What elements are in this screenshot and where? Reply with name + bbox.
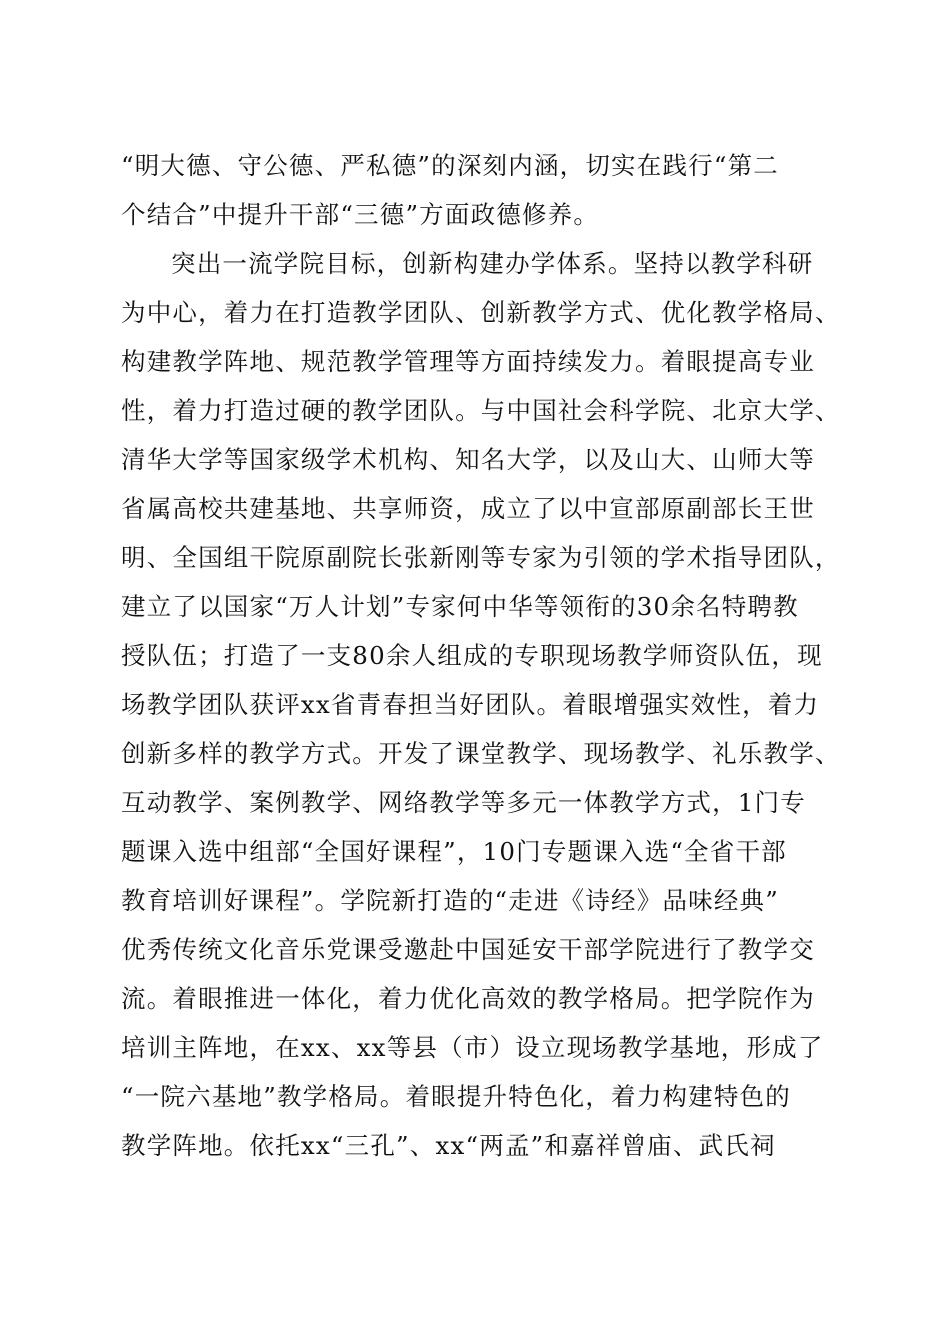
- text-line: 省属高校共建基地、共享师资，成立了以中宣部原副部长王世: [121, 494, 815, 523]
- text-line: “明大德、守公德、严私德”的深刻内涵，切实在践行“第二: [121, 151, 779, 180]
- text-line: 流。着眼推进一体化，着力优化高效的教学格局。把学院作为: [121, 984, 815, 1013]
- text-line: 为中心，着力在打造教学团队、创新教学方式、优化教学格局、: [121, 298, 841, 327]
- paragraph-first-line: 突出一流学院目标，创新构建办学体系。坚持以教学科研: [171, 249, 814, 278]
- text-line: 清华大学等国家级学术机构、知名大学，以及山大、山师大等: [121, 445, 815, 474]
- text-line: 优秀传统文化音乐党课受邀赴中国延安干部学院进行了教学交: [121, 935, 815, 964]
- text-line: 创新多样的教学方式。开发了课堂教学、现场教学、礼乐教学、: [121, 739, 841, 768]
- text-line: 构建教学阵地、规范教学管理等方面持续发力。着眼提高专业: [121, 347, 815, 376]
- text-line: 教学阵地。依托xx“三孔”、xx“两孟”和嘉祥曾庙、武氏祠: [121, 1131, 776, 1160]
- text-line: 建立了以国家“万人计划”专家何中华等领衔的30余名特聘教: [121, 592, 799, 621]
- text-line: 性，着力打造过硬的教学团队。与中国社会科学院、北京大学、: [121, 396, 841, 425]
- text-line: 个结合”中提升干部“三德”方面政德修养。: [121, 200, 600, 229]
- text-line: 明、全国组干院原副院长张新刚等专家为引领的学术指导团队，: [121, 543, 841, 572]
- text-line: 互动教学、案例教学、网络教学等多元一体教学方式，1门专: [121, 788, 806, 817]
- text-line: 教育培训好课程”。学院新打造的“走进《诗经》品味经典”: [121, 886, 779, 915]
- text-line: 授队伍；打造了一支80余人组成的专职现场教学师资队伍，现: [121, 641, 823, 670]
- text-line: 培训主阵地，在xx、xx等县（市）设立现场教学基地，形成了: [121, 1033, 824, 1062]
- text-line: “一院六基地”教学格局。着眼提升特色化，着力构建特色的: [121, 1082, 791, 1111]
- text-line: 题课入选中组部“全国好课程”，10门专题课入选“全省干部: [121, 837, 787, 866]
- text-line: 场教学团队获评xx省青春担当好团队。着眼增强实效性，着力: [121, 690, 820, 719]
